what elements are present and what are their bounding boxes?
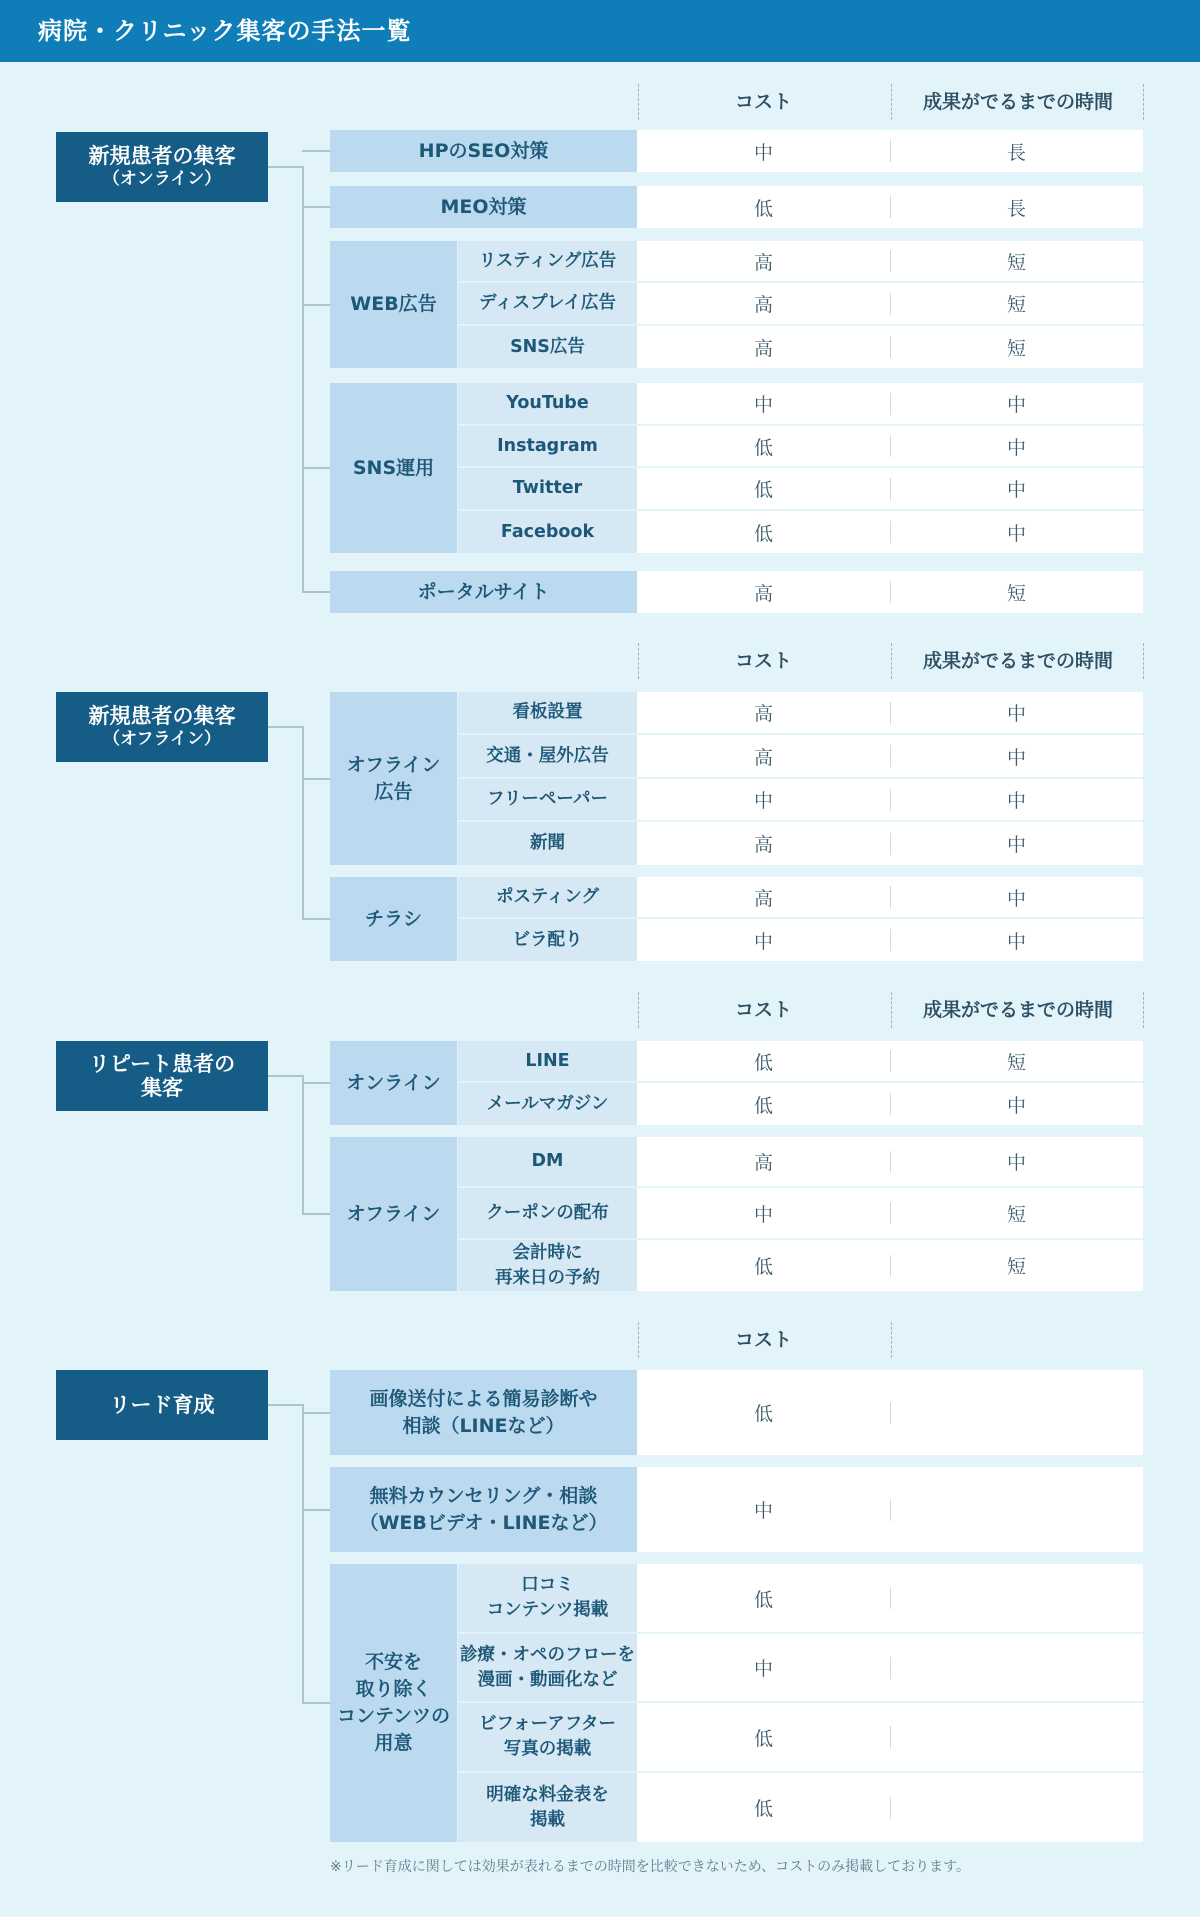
cost-value: 高 <box>753 251 773 274</box>
time-value: 短 <box>1006 294 1026 316</box>
header-divider <box>638 992 639 1028</box>
connector-line <box>302 1075 304 1215</box>
time-value: 短 <box>1006 337 1026 360</box>
category-box <box>56 1041 268 1111</box>
method-group: チラシ <box>330 877 457 961</box>
category-subtitle: （オフライン） <box>103 729 221 749</box>
cost-value: 高 <box>753 887 773 910</box>
header-divider <box>891 992 892 1028</box>
method-group: 無料カウンセリング・相談 （WEBビデオ・LINEなど） <box>330 1467 637 1552</box>
cost-value: 中 <box>753 141 773 164</box>
time-value: 中 <box>1006 522 1026 545</box>
method-item: 看板設置 <box>458 692 637 733</box>
time-value: 中 <box>1006 930 1026 953</box>
method-item: ポスティング <box>458 877 637 917</box>
cell-separator <box>890 929 891 951</box>
method-group: 不安を 取り除く コンテンツの 用意 <box>330 1564 457 1842</box>
page-title: 病院・クリニック集客の手法一覧 <box>38 17 412 45</box>
cell-separator <box>890 521 891 543</box>
cell-separator <box>890 1151 891 1173</box>
cost-value: 低 <box>753 1094 773 1117</box>
col-header-time: 成果がでるまでの時間 <box>922 91 1113 113</box>
method-item: 交通・屋外広告 <box>458 735 637 777</box>
cost-value: 高 <box>753 834 773 856</box>
method-group: HPのSEO対策 <box>330 130 637 172</box>
connector-line <box>302 467 330 469</box>
method-group: SNS運用 <box>330 383 457 553</box>
cell-separator <box>890 1202 891 1224</box>
header-divider <box>1143 643 1144 679</box>
time-value: 短 <box>1006 251 1026 274</box>
connector-line <box>268 1075 303 1077</box>
cost-value: 高 <box>753 746 773 769</box>
col-header-time: 成果がでるまでの時間 <box>922 650 1113 672</box>
header-divider <box>1143 84 1144 120</box>
header-divider <box>891 84 892 120</box>
header-divider <box>638 84 639 120</box>
cell-separator <box>890 1050 891 1072</box>
time-value: 中 <box>1006 746 1026 769</box>
time-value: 短 <box>1006 1051 1026 1074</box>
method-item: メールマガジン <box>458 1083 637 1125</box>
cell-separator <box>890 250 891 272</box>
header-bar <box>0 0 1200 62</box>
header-divider <box>1143 992 1144 1028</box>
time-value: 中 <box>1006 834 1026 856</box>
cell-separator <box>890 196 891 218</box>
method-item: 口コミ コンテンツ掲載 <box>458 1564 637 1632</box>
method-item: フリーペーパー <box>458 779 637 820</box>
time-value: 中 <box>1006 1152 1026 1174</box>
cost-value: 中 <box>753 1203 773 1226</box>
connector-line <box>268 166 303 168</box>
method-item: 診療・オペのフローを 漫画・動画化など <box>458 1634 637 1701</box>
time-value: 中 <box>1006 790 1026 812</box>
time-value: 長 <box>1006 141 1026 164</box>
connector-line <box>302 166 304 593</box>
cell-separator <box>890 1657 891 1679</box>
connector-line <box>302 1082 330 1084</box>
category-subtitle: （オンライン） <box>102 169 222 189</box>
cost-value: 低 <box>753 436 773 459</box>
cell-separator <box>890 789 891 811</box>
cost-value: 低 <box>753 1588 773 1611</box>
cell-separator <box>890 1255 891 1277</box>
col-header-cost: コスト <box>734 91 792 113</box>
cell-separator <box>890 1499 891 1521</box>
connector-line <box>268 726 303 728</box>
cell-separator <box>890 745 891 767</box>
header-divider <box>638 1322 639 1358</box>
method-item: ビフォーアフター 写真の掲載 <box>458 1703 637 1771</box>
time-value: 中 <box>1006 394 1026 416</box>
cell-separator <box>890 140 891 162</box>
time-value: 短 <box>1006 1256 1026 1278</box>
cost-value: 中 <box>753 1500 773 1522</box>
method-item: Instagram <box>458 426 637 466</box>
connector-line <box>268 1404 303 1406</box>
cost-value: 低 <box>753 1256 773 1278</box>
cost-value: 高 <box>753 703 773 725</box>
connector-line <box>302 1412 330 1414</box>
time-value: 中 <box>1006 436 1026 459</box>
cell-separator <box>890 435 891 457</box>
cell-separator <box>890 478 891 500</box>
connector-line <box>302 1509 330 1511</box>
method-item: Facebook <box>458 511 637 553</box>
col-header-cost: コスト <box>734 1329 792 1351</box>
cost-value: 高 <box>753 337 773 360</box>
connector-line <box>302 150 330 152</box>
cost-value: 低 <box>753 1403 773 1425</box>
cell-separator <box>890 833 891 855</box>
col-header-cost: コスト <box>734 650 792 672</box>
method-group: ポータルサイト <box>330 571 637 613</box>
category-title: 新規患者の集客 <box>88 144 236 168</box>
time-value: 長 <box>1006 197 1026 220</box>
method-item: Twitter <box>458 468 637 509</box>
cost-value: 低 <box>753 1798 773 1820</box>
method-group: 画像送付による簡易診断や 相談（LINEなど） <box>330 1370 637 1455</box>
cost-value: 高 <box>753 1152 773 1174</box>
category-title: リード育成 <box>109 1393 215 1417</box>
cell-separator <box>890 1402 891 1424</box>
method-group: MEO対策 <box>330 186 637 228</box>
category-box <box>56 1370 268 1440</box>
category-title: リピート患者の 集客 <box>88 1052 236 1100</box>
cost-value: 高 <box>753 294 773 316</box>
cost-value: 高 <box>753 582 773 605</box>
method-item: 明確な料金表を 掲載 <box>458 1773 637 1842</box>
category-box <box>56 132 268 202</box>
method-item: LINE <box>458 1041 637 1081</box>
connector-line <box>302 206 330 208</box>
time-value: 中 <box>1006 703 1026 725</box>
cell-separator <box>890 886 891 908</box>
cell-separator <box>890 702 891 724</box>
method-item: リスティング広告 <box>458 241 637 281</box>
cost-value: 中 <box>753 394 773 416</box>
method-item: ディスプレイ広告 <box>458 283 637 324</box>
header-divider <box>891 1322 892 1358</box>
cost-value: 中 <box>753 1658 773 1680</box>
category-box <box>56 692 268 762</box>
header-divider <box>638 643 639 679</box>
cell-separator <box>890 1726 891 1748</box>
col-header-cost: コスト <box>734 999 792 1021</box>
connector-line <box>302 591 330 593</box>
time-value: 中 <box>1006 887 1026 910</box>
col-header-time: 成果がでるまでの時間 <box>922 999 1113 1021</box>
cost-value: 中 <box>753 930 773 953</box>
cost-value: 低 <box>753 1051 773 1074</box>
connector-line <box>302 304 330 306</box>
connector-line <box>302 1213 330 1215</box>
cost-value: 低 <box>753 479 773 501</box>
cell-separator <box>890 393 891 415</box>
cell-separator <box>890 336 891 358</box>
time-value: 短 <box>1006 1203 1026 1226</box>
connector-line <box>302 778 330 780</box>
cost-value: 低 <box>753 1727 773 1750</box>
cell-separator <box>890 1093 891 1115</box>
header-divider <box>891 643 892 679</box>
cell-separator <box>890 581 891 603</box>
connector-line <box>302 1404 304 1704</box>
time-value: 短 <box>1006 582 1026 605</box>
footnote: ※リード育成に関しては効果が表れるまでの時間を比較できないため、コストのみ掲載しております。 <box>330 1859 971 1875</box>
cell-separator <box>890 1587 891 1609</box>
time-value: 中 <box>1006 479 1026 501</box>
method-item: ビラ配り <box>458 919 637 961</box>
method-group: オフライン 広告 <box>330 692 457 865</box>
method-group: WEB広告 <box>330 241 457 368</box>
category-title: 新規患者の集客 <box>88 704 236 728</box>
method-item: クーポンの配布 <box>458 1188 637 1238</box>
cell-separator <box>890 1797 891 1819</box>
cost-value: 低 <box>753 197 773 220</box>
method-item: DM <box>458 1137 637 1186</box>
method-group: オフライン <box>330 1137 457 1291</box>
connector-line <box>302 1702 330 1704</box>
connector-line <box>302 726 304 920</box>
time-value: 中 <box>1006 1094 1026 1117</box>
method-item: SNS広告 <box>458 326 637 368</box>
method-item: 会計時に 再来日の予約 <box>458 1240 637 1291</box>
method-item: YouTube <box>458 383 637 424</box>
connector-line <box>302 918 330 920</box>
cell-separator <box>890 293 891 315</box>
cost-value: 低 <box>753 522 773 545</box>
cost-value: 中 <box>753 790 773 812</box>
method-group: オンライン <box>330 1041 457 1125</box>
method-item: 新聞 <box>458 822 637 865</box>
